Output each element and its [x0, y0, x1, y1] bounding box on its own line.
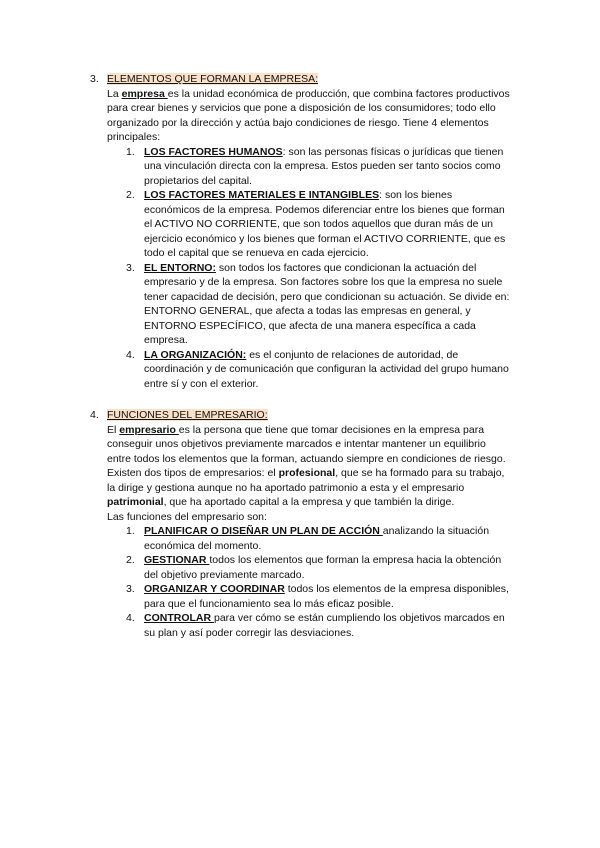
- section-heading: [90, 408, 510, 423]
- item-term: ORGANIZAR Y COORDINAR: [144, 583, 285, 595]
- list-item: [90, 348, 510, 392]
- intro-prefix: El: [107, 423, 120, 436]
- list-item: [90, 582, 510, 611]
- section-funciones: [90, 408, 510, 640]
- item-term: LA ORGANIZACIÓN:: [144, 348, 247, 361]
- functions-list: [90, 524, 510, 640]
- item-term: GESTIONAR: [144, 554, 210, 566]
- list-item: [90, 553, 510, 582]
- elements-list: [90, 145, 510, 392]
- item-number: 3.: [126, 261, 135, 274]
- intro-prefix: La: [107, 87, 122, 100]
- item-text: analizando la situación económica del momento.: [144, 525, 490, 552]
- item-number: 3.: [126, 583, 135, 595]
- item-number: 4.: [126, 612, 135, 624]
- item-term: LOS FACTORES HUMANOS: [144, 145, 283, 158]
- section-intro: [90, 87, 510, 145]
- item-text: todos los elementos que forman la empresa hacia la obtención del objetivo previamente marcado.: [144, 554, 502, 581]
- list-item: [90, 524, 510, 553]
- item-term: PLANIFICAR O DISEÑAR UN PLAN DE ACCIÓN: [144, 525, 383, 537]
- item-text: son todos los factores que condicionan la actuación del empresario y de la empresa. Son factores sobre los que la empresa no suele tener capacidad de decisión, pero que condicionan su actuación. Se divide en: ENTORNO GENERAL, que afecta a todas las empresas en general, y ENTORNO ESPECÍFICO, que afecta de una manera específica a cada empresa.: [144, 261, 510, 346]
- type-profesional: profesional: [278, 467, 336, 479]
- item-number: 1.: [126, 525, 135, 537]
- section-title: ELEMENTOS QUE FORMAN LA EMPRESA:: [107, 73, 319, 85]
- item-number: 2.: [126, 554, 135, 566]
- item-term: CONTROLAR: [144, 612, 214, 624]
- list-item: [90, 145, 510, 189]
- types-text: , que ha aportado capital a la empresa y que también la dirige.: [163, 496, 455, 508]
- section-number: 4.: [90, 409, 99, 421]
- list-item: [90, 611, 510, 640]
- section-heading: [90, 72, 510, 87]
- section-title: FUNCIONES DEL EMPRESARIO:: [107, 409, 268, 421]
- item-term: EL ENTORNO:: [144, 261, 216, 274]
- type-patrimonial: patrimonial: [107, 496, 164, 508]
- types-text: , que se ha formado para su trabajo, la dirige y gestiona aunque no ha aportado patrimonio a esta y el empresario: [107, 467, 505, 494]
- section-number: 3.: [90, 73, 99, 85]
- section-elementos: [90, 72, 510, 391]
- functions-intro: Las funciones del empresario son:: [107, 510, 267, 523]
- types-paragraph: [90, 466, 510, 510]
- item-text: : son las personas físicas o jurídicas que tienen una vinculación directa con la empresa. Estos pueden ser tanto socios como propietarios del capital.: [144, 145, 504, 187]
- item-text: todos los elementos de la empresa disponibles, para que el funcionamiento sea lo más eficaz posible.: [144, 583, 509, 610]
- section-intro: [90, 423, 510, 467]
- intro-text: es la persona que tiene que tomar decisiones en la empresa para conseguir unos objetivos previamente marcados e intentar mantener un equilibrio entre todos los elementos que la forman, actuando siempre en condiciones de riesgo.: [107, 423, 506, 465]
- list-item: [90, 188, 510, 261]
- item-term: LOS FACTORES MATERIALES E INTANGIBLES: [144, 189, 380, 201]
- item-number: 1.: [126, 145, 135, 158]
- item-text: para ver cómo se están cumpliendo los objetivos marcados en su plan y así poder corregir las desviaciones.: [144, 612, 505, 639]
- item-number: 2.: [126, 189, 135, 201]
- intro-term: empresario: [119, 423, 179, 436]
- item-text: es el conjunto de relaciones de autoridad, de coordinación y de comunicación que configuran la actividad del grupo humano entre sí y con el exterior.: [144, 348, 509, 390]
- intro-term: empresa: [121, 87, 168, 100]
- intro-text: es la unidad económica de producción, que combina factores productivos para crear bienes y servicios que pone a disposición de los consumidores; todo ello organizado por la dirección y actúa bajo condiciones de riesgo. Tiene 4 elementos principales:: [107, 87, 510, 143]
- item-text: : son los bienes económicos de la empresa. Podemos diferenciar entre los bienes que forman el ACTIVO NO CORRIENTE, que son todos aquellos que duran más de un ejercicio económico y los bienes que forman el ACTIVO CORRIENTE, que es todo el capital que se renueva en cada ejercicio.: [144, 189, 506, 259]
- list-item: [90, 261, 510, 348]
- item-number: 4.: [126, 348, 135, 361]
- types-text: Existen dos tipos de empresarios: el: [107, 467, 279, 479]
